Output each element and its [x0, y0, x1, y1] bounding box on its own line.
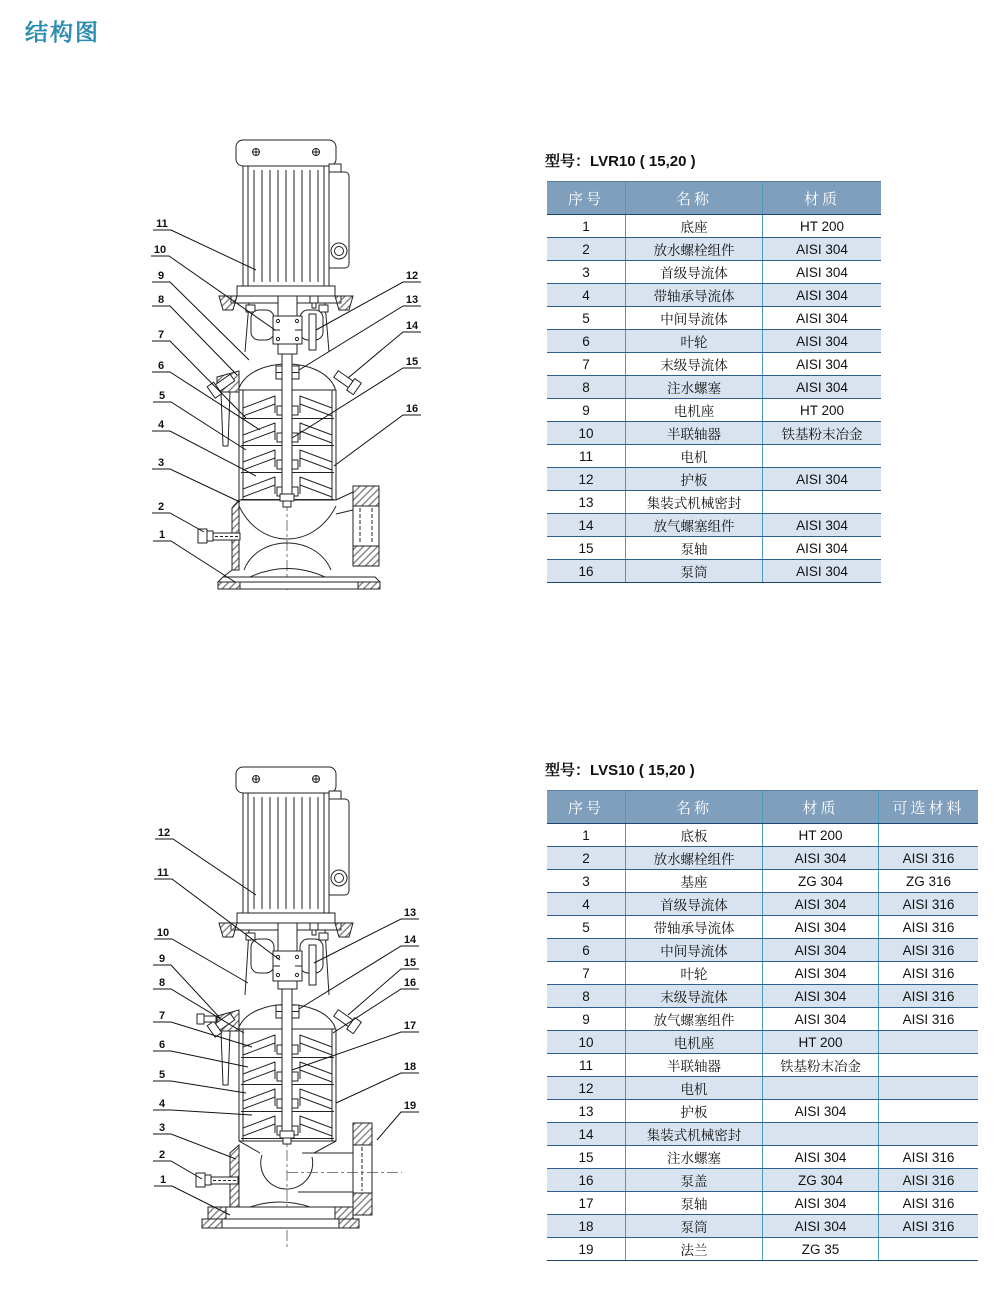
table-cell: AISI 304 [763, 847, 879, 870]
callout-number: 15 [403, 957, 417, 969]
table-cell: 带轴承导流体 [626, 916, 763, 939]
table-cell: AISI 316 [879, 847, 979, 870]
table-cell: AISI 304 [763, 376, 882, 399]
table-row [547, 307, 881, 330]
table-cell: 1 [547, 824, 626, 847]
column-header: 序号 [547, 791, 626, 824]
table-cell: 泵盖 [626, 1169, 763, 1192]
table-row [547, 238, 881, 261]
table-row [547, 870, 978, 893]
table-row [547, 1146, 978, 1169]
table-cell: AISI 304 [763, 284, 882, 307]
table-row [547, 962, 978, 985]
table-cell: 12 [547, 1077, 626, 1100]
table-cell: AISI 304 [763, 560, 882, 583]
table-cell: HT 200 [763, 1031, 879, 1054]
table-row [547, 1238, 978, 1261]
table-cell [879, 1100, 979, 1123]
table-row [547, 1100, 978, 1123]
table-cell: 护板 [626, 468, 763, 491]
table-cell: 5 [547, 307, 626, 330]
table-cell: AISI 304 [763, 514, 882, 537]
table-row [547, 985, 978, 1008]
table-cell: ZG 304 [763, 1169, 879, 1192]
table-row [547, 1215, 978, 1238]
pump-diagram-lvs10 [140, 755, 445, 1255]
table-row [547, 824, 978, 847]
callout-leader-line [153, 230, 256, 270]
callout-number: 14 [403, 934, 417, 946]
callout-leader-line [348, 969, 419, 1015]
table-cell: 泵筒 [626, 560, 763, 583]
table-cell: 电机 [626, 445, 763, 468]
table-row [547, 514, 881, 537]
table-cell: AISI 316 [879, 1008, 979, 1031]
table-cell: 电机座 [626, 1031, 763, 1054]
table-cell: 4 [547, 284, 626, 307]
parts-table-lvs10 [547, 790, 978, 1261]
table-cell: AISI 304 [763, 1008, 879, 1031]
table-cell: AISI 304 [763, 1100, 879, 1123]
callout-number: 8 [158, 977, 166, 989]
callout-number: 16 [405, 403, 419, 415]
table-cell: 16 [547, 560, 626, 583]
table-cell: 泵轴 [626, 537, 763, 560]
table-cell: 铁基粉末冶金 [763, 1054, 879, 1077]
table-cell: 9 [547, 399, 626, 422]
table-cell: AISI 304 [763, 1215, 879, 1238]
table-cell: 集装式机械密封 [626, 1123, 763, 1146]
table-cell: AISI 304 [763, 1192, 879, 1215]
table-cell: 基座 [626, 870, 763, 893]
table-cell [879, 824, 979, 847]
callout-leader-line [336, 1073, 419, 1103]
model-heading-lvr10 [545, 150, 696, 171]
table-cell: AISI 304 [763, 1146, 879, 1169]
table-cell: 集装式机械密封 [626, 491, 763, 514]
callout-number: 9 [158, 953, 166, 965]
table-cell: 7 [547, 353, 626, 376]
table-cell: ZG 304 [763, 870, 879, 893]
callout-number: 1 [158, 529, 166, 541]
table-cell: AISI 304 [763, 916, 879, 939]
table-cell: 6 [547, 330, 626, 353]
model-label: 型号： [545, 153, 591, 170]
table-cell: 11 [547, 1054, 626, 1077]
table-cell: 14 [547, 1123, 626, 1146]
table-row [547, 537, 881, 560]
table-cell: 4 [547, 893, 626, 916]
callout-leader-line [153, 1134, 236, 1159]
callout-number: 1 [159, 1174, 167, 1186]
table-cell: 14 [547, 514, 626, 537]
table-cell [763, 445, 882, 468]
table-cell: 8 [547, 376, 626, 399]
callout-number: 15 [405, 356, 419, 368]
column-header: 材质 [763, 182, 882, 215]
callout-number: 17 [403, 1020, 417, 1032]
callout-leader-line [377, 1112, 419, 1140]
table-row [547, 1031, 978, 1054]
callout-leader-line [153, 402, 246, 450]
table-row [547, 1123, 978, 1146]
table-cell: 1 [547, 215, 626, 238]
callout-number: 9 [157, 270, 165, 282]
table-cell: 10 [547, 422, 626, 445]
callout-number: 19 [403, 1100, 417, 1112]
table-row [547, 330, 881, 353]
table-cell: 放气螺塞组件 [626, 1008, 763, 1031]
table-cell: 中间导流体 [626, 307, 763, 330]
table-cell: 泵轴 [626, 1192, 763, 1215]
table-row [547, 422, 881, 445]
table-cell: 泵筒 [626, 1215, 763, 1238]
callout-number: 4 [158, 1098, 166, 1110]
model-label: 型号： [545, 762, 591, 779]
model-value: LVR10 ( 15,20 ) [590, 153, 696, 170]
table-row [547, 893, 978, 916]
table-cell: 叶轮 [626, 962, 763, 985]
table-cell: 电机 [626, 1077, 763, 1100]
table-cell: AISI 316 [879, 985, 979, 1008]
table-cell: AISI 316 [879, 1192, 979, 1215]
callout-number: 2 [157, 501, 165, 513]
callout-leader-line [153, 1051, 248, 1067]
table-cell: AISI 316 [879, 916, 979, 939]
column-header: 可选材料 [879, 791, 979, 824]
table-row [547, 847, 978, 870]
callout-number: 3 [157, 457, 165, 469]
table-cell: 12 [547, 468, 626, 491]
table-cell [763, 1123, 879, 1146]
callout-number: 18 [403, 1061, 417, 1073]
table-cell: 15 [547, 1146, 626, 1169]
callout-number: 14 [405, 320, 419, 332]
column-header: 名称 [626, 182, 763, 215]
table-cell: 13 [547, 491, 626, 514]
table-cell: 7 [547, 962, 626, 985]
callout-number: 3 [158, 1122, 166, 1134]
table-cell: 半联轴器 [626, 1054, 763, 1077]
table-cell: ZG 35 [763, 1238, 879, 1261]
callout-number: 5 [158, 1069, 166, 1081]
callout-number: 11 [157, 867, 169, 879]
table-cell: 电机座 [626, 399, 763, 422]
table-cell: HT 200 [763, 215, 882, 238]
table-row [547, 399, 881, 422]
table-cell: 底座 [626, 215, 763, 238]
header-row [547, 182, 881, 215]
table-cell: HT 200 [763, 399, 882, 422]
callout-leader-line [153, 1110, 252, 1115]
table-cell: 2 [547, 847, 626, 870]
table-cell: AISI 304 [763, 985, 879, 1008]
table-cell: HT 200 [763, 824, 879, 847]
table-cell: 11 [547, 445, 626, 468]
table-cell [879, 1054, 979, 1077]
table-cell: 9 [547, 1008, 626, 1031]
table-cell: AISI 304 [763, 330, 882, 353]
table-row [547, 1008, 978, 1031]
table-row [547, 916, 978, 939]
callout-number: 2 [158, 1149, 166, 1161]
table-cell: 19 [547, 1238, 626, 1261]
callout-number: 12 [405, 270, 419, 282]
table-cell: AISI 304 [763, 939, 879, 962]
table-cell: AISI 304 [763, 307, 882, 330]
table-cell: 末级导流体 [626, 985, 763, 1008]
callout-number: 10 [156, 927, 170, 939]
table-cell: 放水螺栓组件 [626, 847, 763, 870]
table-cell: 2 [547, 238, 626, 261]
table-cell [879, 1238, 979, 1261]
table-cell: AISI 316 [879, 1169, 979, 1192]
callout-number: 8 [157, 294, 165, 306]
callout-number: 7 [158, 1010, 166, 1022]
table-cell: AISI 316 [879, 962, 979, 985]
callout-number: 11 [156, 218, 168, 230]
callout-number: 12 [157, 827, 171, 839]
callout-leader-line [152, 469, 240, 502]
table-cell: 注水螺塞 [626, 1146, 763, 1169]
table-cell: AISI 316 [879, 1215, 979, 1238]
header-row [547, 791, 978, 824]
model-heading-lvs10 [545, 759, 695, 780]
table-cell: 叶轮 [626, 330, 763, 353]
table-cell: 5 [547, 916, 626, 939]
callout-number: 7 [157, 329, 165, 341]
table-cell: AISI 304 [763, 537, 882, 560]
table-row [547, 1077, 978, 1100]
table-cell: 中间导流体 [626, 939, 763, 962]
table-row [547, 939, 978, 962]
table-cell: 注水螺塞 [626, 376, 763, 399]
table-cell: 半联轴器 [626, 422, 763, 445]
page-title: 结构图 [25, 19, 100, 45]
callout-number: 13 [405, 294, 419, 306]
table-cell: 18 [547, 1215, 626, 1238]
callout-number: 6 [158, 1039, 166, 1051]
callout-number: 5 [158, 390, 166, 402]
table-cell: 放水螺栓组件 [626, 238, 763, 261]
table-row [547, 376, 881, 399]
pump-base [218, 569, 380, 590]
table-row [547, 1192, 978, 1215]
pump-diagram-lvr10 [140, 130, 445, 595]
callout-leader-line [348, 332, 421, 378]
callout-leader-line [155, 839, 256, 895]
table-cell: 3 [547, 870, 626, 893]
callout-leader-line [334, 415, 421, 466]
callout-number: 6 [157, 360, 165, 372]
table-cell [879, 1123, 979, 1146]
table-cell: 带轴承导流体 [626, 284, 763, 307]
column-header: 名称 [626, 791, 763, 824]
table-cell: 17 [547, 1192, 626, 1215]
table-row [547, 1054, 978, 1077]
table-cell: 15 [547, 537, 626, 560]
table-cell: AISI 304 [763, 893, 879, 916]
table-cell: AISI 304 [763, 238, 882, 261]
table-row [547, 1169, 978, 1192]
table-cell: 6 [547, 939, 626, 962]
table-cell: 放气螺塞组件 [626, 514, 763, 537]
table-cell: 3 [547, 261, 626, 284]
table-cell: 底板 [626, 824, 763, 847]
callout-leader-line [152, 282, 249, 360]
table-row [547, 468, 881, 491]
callout-number: 10 [153, 244, 167, 256]
table-row [547, 445, 881, 468]
table-cell: 护板 [626, 1100, 763, 1123]
table-row [547, 560, 881, 583]
table-cell: 16 [547, 1169, 626, 1192]
table-cell: 首级导流体 [626, 893, 763, 916]
table-row [547, 284, 881, 307]
table-row [547, 491, 881, 514]
table-cell: 10 [547, 1031, 626, 1054]
column-header: 序号 [547, 182, 626, 215]
table-cell: AISI 304 [763, 261, 882, 284]
callout-number: 13 [403, 907, 417, 919]
table-cell: AISI 304 [763, 353, 882, 376]
table-cell: 首级导流体 [626, 261, 763, 284]
column-header: 材质 [763, 791, 879, 824]
table-row [547, 215, 881, 238]
table-cell: AISI 304 [763, 468, 882, 491]
table-cell [879, 1031, 979, 1054]
callout-number: 16 [403, 977, 417, 989]
table-cell: 8 [547, 985, 626, 1008]
table-cell: 铁基粉末冶金 [763, 422, 882, 445]
parts-table-lvr10 [547, 181, 881, 583]
table-cell: AISI 316 [879, 893, 979, 916]
pump-base [202, 1202, 359, 1228]
table-cell: 末级导流体 [626, 353, 763, 376]
callout-leader-line [153, 1081, 246, 1093]
table-cell: ZG 316 [879, 870, 979, 893]
callout-number: 4 [157, 419, 165, 431]
table-cell [763, 1077, 879, 1100]
table-cell: AISI 316 [879, 1146, 979, 1169]
table-row [547, 261, 881, 284]
table-cell: AISI 304 [763, 962, 879, 985]
callout-leader-line [153, 541, 235, 582]
callout-leader-line [154, 939, 248, 983]
table-cell: 13 [547, 1100, 626, 1123]
table-cell: AISI 316 [879, 939, 979, 962]
table-cell: 法兰 [626, 1238, 763, 1261]
table-cell [763, 491, 882, 514]
model-value: LVS10 ( 15,20 ) [590, 762, 695, 779]
table-row [547, 353, 881, 376]
table-cell [879, 1077, 979, 1100]
